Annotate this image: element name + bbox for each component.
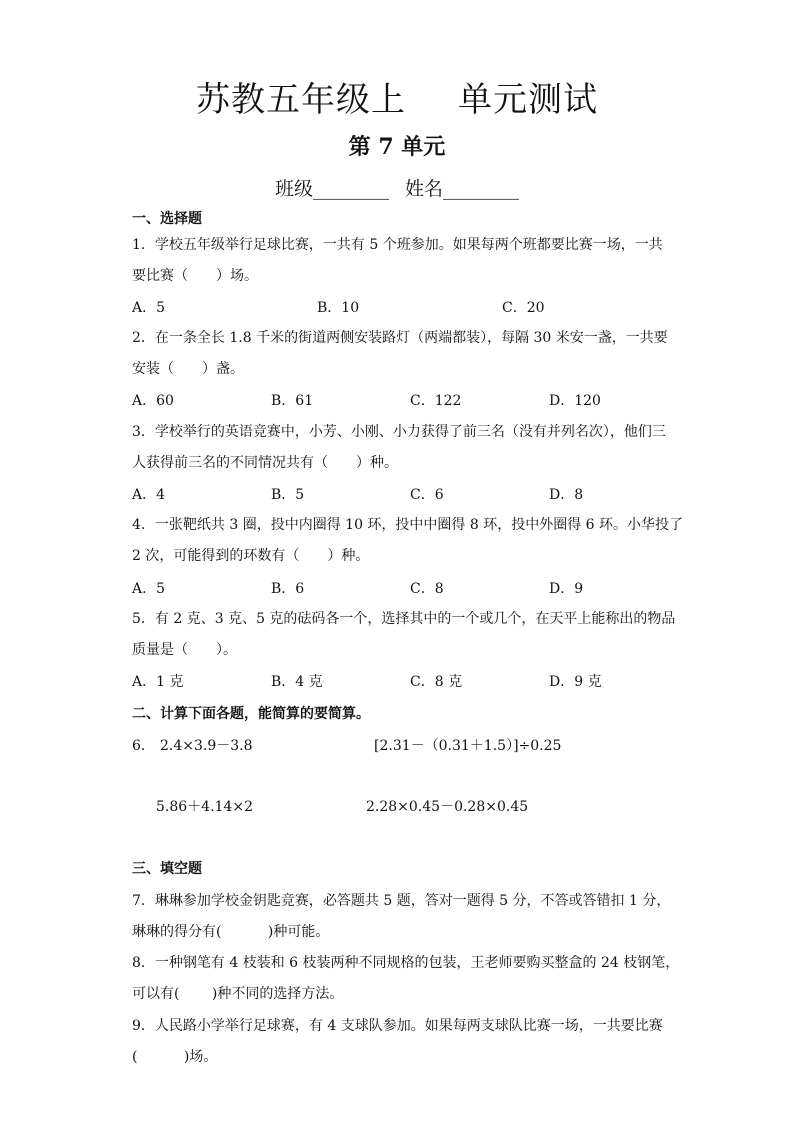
title-right: 单元测试 [458, 80, 598, 120]
q1-option-a: A．5 [132, 300, 166, 316]
q3-option-c: C．6 [410, 487, 444, 503]
question-4-line-2: 2 次，可能得到的环数有（ ）种。 [132, 548, 370, 564]
q1-option-c: C．20 [502, 300, 545, 316]
q2-option-a: A．60 [132, 393, 174, 409]
section-heading-fill-in: 三、填空题 [132, 861, 202, 877]
q5-option-b: B．4 克 [271, 674, 323, 690]
q3-option-a: A．4 [132, 487, 166, 503]
question-9-line-2: ( )场。 [132, 1049, 218, 1065]
question-8-line-2: 可以有( )种不同的选择方法。 [132, 986, 344, 1002]
question-1-line-1: 1．学校五年级举行足球比赛，一共有 5 个班参加。如果每两个班都要比赛一场，一共 [132, 237, 663, 253]
question-1-line-2: 要比赛（ ）场。 [132, 268, 258, 284]
class-field: 班级________ [274, 178, 389, 200]
q5-option-a: A．1 克 [132, 674, 184, 690]
q2-option-d: D．120 [549, 393, 601, 409]
title-left: 苏教五年级上 [196, 80, 406, 120]
question-7-line-2: 琳琳的得分有( )种可能。 [132, 924, 330, 940]
q3-option-b: B．5 [271, 487, 305, 503]
q2-option-c: C．122 [410, 393, 462, 409]
question-5-line-1: 5．有 2 克、3 克、5 克的砝码各一个，选择其中的一个或几个，在天平上能称出的物品 [132, 611, 676, 627]
question-6-number: 6． [132, 738, 155, 754]
question-5-line-2: 质量是（ ）。 [132, 642, 237, 658]
q2-option-b: B．61 [271, 393, 314, 409]
q1-option-b: B．10 [317, 300, 360, 316]
page-title [0, 72, 794, 121]
calc-expression-1: 2.4×3.9－3.8 [160, 738, 253, 754]
question-8-line-1: 8．一种钢笔有 4 枝装和 6 枝装两种不同规格的包装，王老师要购买整盒的 24 枝钢笔， [132, 955, 680, 971]
question-9-line-1: 9．人民路小学举行足球赛，有 4 支球队参加。如果每两支球队比赛一场，一共要比赛 [132, 1018, 663, 1034]
section-heading-calculation: 二、计算下面各题，能简算的要简算。 [132, 706, 370, 722]
question-7-line-1: 7．琳琳参加学校金钥匙竞赛，必答题共 5 题，答对一题得 5 分，不答或答错扣 1 分， [132, 893, 671, 909]
q5-option-c: C．8 克 [410, 674, 463, 690]
question-2-line-2: 安装（ ）盏。 [132, 361, 244, 377]
name-field: 姓名________ [405, 178, 520, 200]
q4-option-b: B．6 [271, 581, 305, 597]
unit-subtitle: 第 7 单元 [348, 134, 446, 160]
q5-option-d: D．9 克 [549, 674, 602, 690]
calc-expression-3: 5.86＋4.14×2 [156, 799, 253, 815]
calc-expression-2: [2.31－（0.31＋1.5）]÷0.25 [374, 738, 562, 754]
q3-option-d: D．8 [549, 487, 584, 503]
question-3-line-2: 人获得前三名的不同情况共有（ ）种。 [132, 455, 398, 471]
calc-expression-4: 2.28×0.45－0.28×0.45 [366, 799, 529, 815]
q4-option-c: C．8 [410, 581, 444, 597]
question-2-line-1: 2．在一条全长 1.8 千米的街道两侧安装路灯（两端都装），每隔 30 米安一盏，一共要 [132, 330, 668, 346]
question-3-line-1: 3．学校举行的英语竞赛中，小芳、小刚、小力获得了前三名（没有并列名次），他们三 [132, 424, 666, 440]
class-name-line [0, 174, 794, 201]
q4-option-d: D．9 [549, 581, 584, 597]
q4-option-a: A．5 [132, 581, 166, 597]
section-heading-choice: 一、选择题 [132, 211, 202, 227]
question-4-line-1: 4．一张靶纸共 3 圈，投中内圈得 10 环，投中中圈得 8 环，投中外圈得 6 环。小华投了 [132, 517, 684, 533]
